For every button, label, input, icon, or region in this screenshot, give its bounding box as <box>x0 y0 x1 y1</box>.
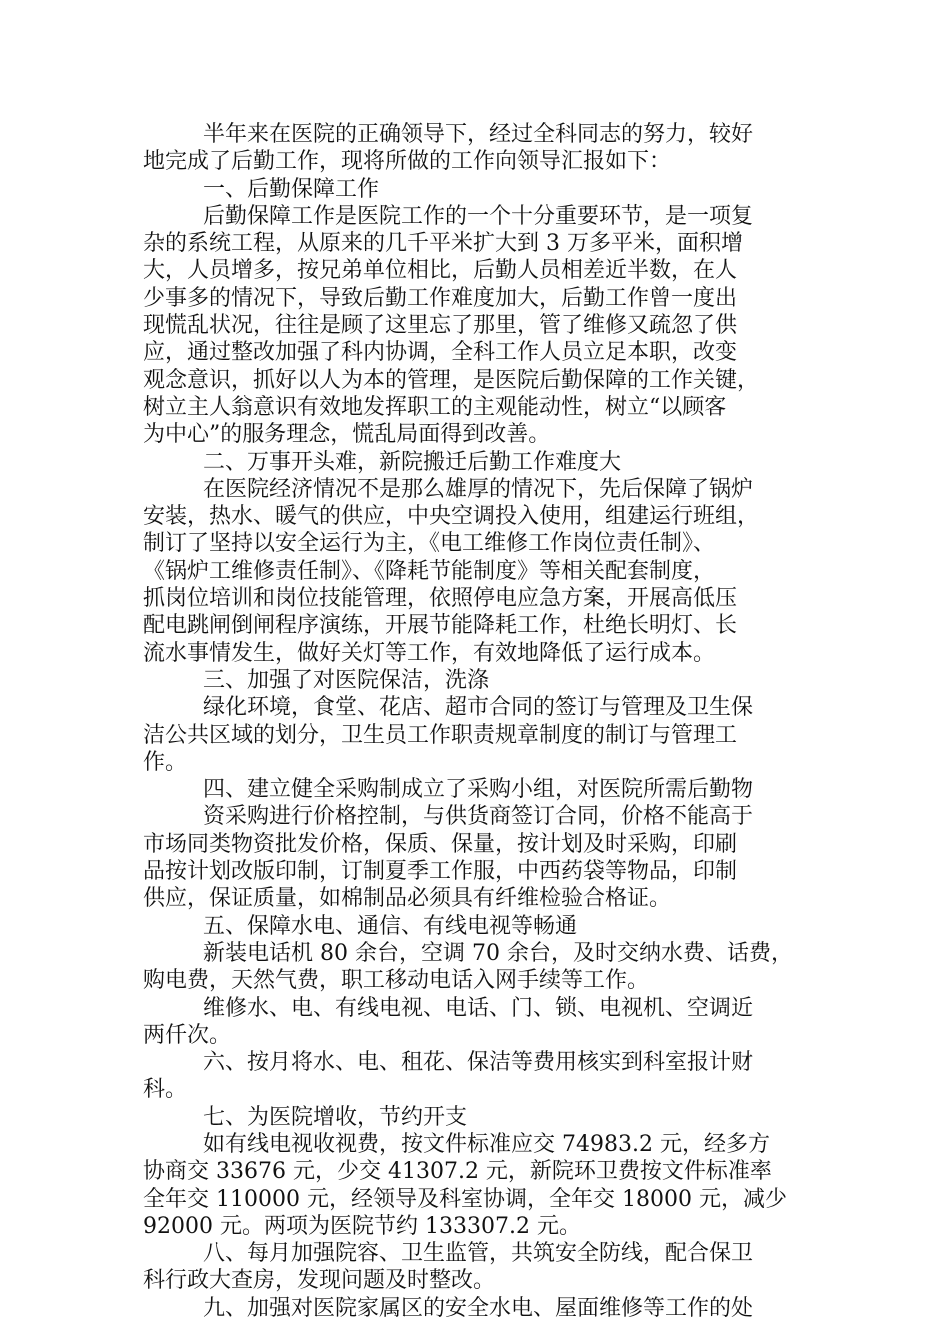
text-line: 安装，热水、暖气的供应，中央空调投入使用，组建运行班组， <box>143 504 760 530</box>
text-line: 三、加强了对医院保洁，洗涤 <box>203 667 490 693</box>
text-line: 科。 <box>143 1077 188 1103</box>
text-line: 供应，保证质量，如棉制品必须具有纤维检验合格证。 <box>143 886 672 912</box>
text-line: 制订了坚持以安全运行为主，《电工维修工作岗位责任制》、 <box>143 531 716 557</box>
text-line: 观念意识，抓好以人为本的管理，是医院后勤保障的工作关键， <box>143 367 760 393</box>
text-line: 市场同类物资批发价格，保质、保量，按计划及时采购，印刷 <box>143 831 738 857</box>
text-line: 作。 <box>143 749 188 775</box>
text-line: 为中心”的服务理念，慌乱局面得到改善。 <box>143 422 551 448</box>
text-line: 八、每月加强院容、卫生监管，共筑安全防线，配合保卫 <box>203 1241 754 1267</box>
text-line: 四、建立健全采购制成立了采购小组，对医院所需后勤物 <box>203 777 754 803</box>
text-line: 维修水、电、有线电视、电话、门、锁、电视机、空调近 <box>203 995 754 1021</box>
text-line: 资采购进行价格控制，与供货商签订合同，价格不能高于 <box>203 804 754 830</box>
text-line: 在医院经济情况不是那么雄厚的情况下，先后保障了锅炉 <box>203 476 754 502</box>
text-line: 购电费，天然气费，职工移动电话入网手续等工作。 <box>143 968 650 994</box>
text-line: 配电跳闸倒闸程序演练，开展节能降耗工作，杜绝长明灯、长 <box>143 613 738 639</box>
text-line: 全年交 110000 元，经领导及科室协调，全年交 18000 元，减少 <box>143 1186 787 1212</box>
text-line: 少事多的情况下，导致后勤工作难度加大，后勤工作曾一度出 <box>143 285 738 311</box>
text-line: 后勤保障工作是医院工作的一个十分重要环节，是一项复 <box>203 203 754 229</box>
text-line: 《锅炉工维修责任制》、《降耗节能制度》等相关配套制度， <box>143 558 716 584</box>
text-line: 科行政大查房，发现问题及时整改。 <box>143 1268 496 1294</box>
text-line: 树立主人翁意识有效地发挥职工的主观能动性，树立“以顾客 <box>143 394 727 420</box>
text-line: 抓岗位培训和岗位技能管理，依照停电应急方案，开展高低压 <box>143 586 738 612</box>
text-line: 如有线电视收视费，按文件标准应交 74983.2 元，经多方 <box>203 1131 770 1157</box>
text-line: 九、加强对医院家属区的安全水电、屋面维修等工作的处 <box>203 1295 754 1321</box>
text-line: 新装电话机 80 余台，空调 70 余台，及时交纳水费、话费， <box>203 940 793 966</box>
text-line: 协商交 33676 元，少交 41307.2 元，新院环卫费按文件标准率 <box>143 1159 772 1185</box>
text-line: 品按计划改版印制，订制夏季工作服，中西药袋等物品，印制 <box>143 859 738 885</box>
text-line: 五、保障水电、通信、有线电视等畅通 <box>203 913 578 939</box>
text-line: 地完成了后勤工作，现将所做的工作向领导汇报如下： <box>143 149 672 175</box>
text-line: 现慌乱状况，往往是顾了这里忘了那里，管了维修又疏忽了供 <box>143 313 738 339</box>
text-line: 洁公共区域的划分，卫生员工作职责规章制度的制订与管理工 <box>143 722 738 748</box>
text-line: 92000 元。两项为医院节约 133307.2 元。 <box>143 1213 581 1239</box>
text-line: 半年来在医院的正确领导下，经过全科同志的努力，较好 <box>203 122 754 147</box>
text-line: 杂的系统工程，从原来的几千平米扩大到 3 万多平米，面积增 <box>143 231 743 257</box>
text-line: 一、后勤保障工作 <box>203 176 380 202</box>
text-line: 七、为医院增收，节约开支 <box>203 1104 468 1130</box>
text-line: 二、万事开头难，新院搬迁后勤工作难度大 <box>203 449 622 475</box>
text-line: 大，人员增多，按兄弟单位相比，后勤人员相差近半数，在人 <box>143 258 738 284</box>
text-line: 六、按月将水、电、租花、保洁等费用核实到科室报计财 <box>203 1050 754 1076</box>
text-line: 绿化环境，食堂、花店、超市合同的签订与管理及卫生保 <box>203 695 754 721</box>
text-line: 两仟次。 <box>143 1022 232 1048</box>
text-line: 应，通过整改加强了科内协调，全科工作人员立足本职，改变 <box>143 340 738 366</box>
document-body <box>143 121 807 1322</box>
text-line: 流水事情发生，做好关灯等工作，有效地降低了运行成本。 <box>143 640 716 666</box>
